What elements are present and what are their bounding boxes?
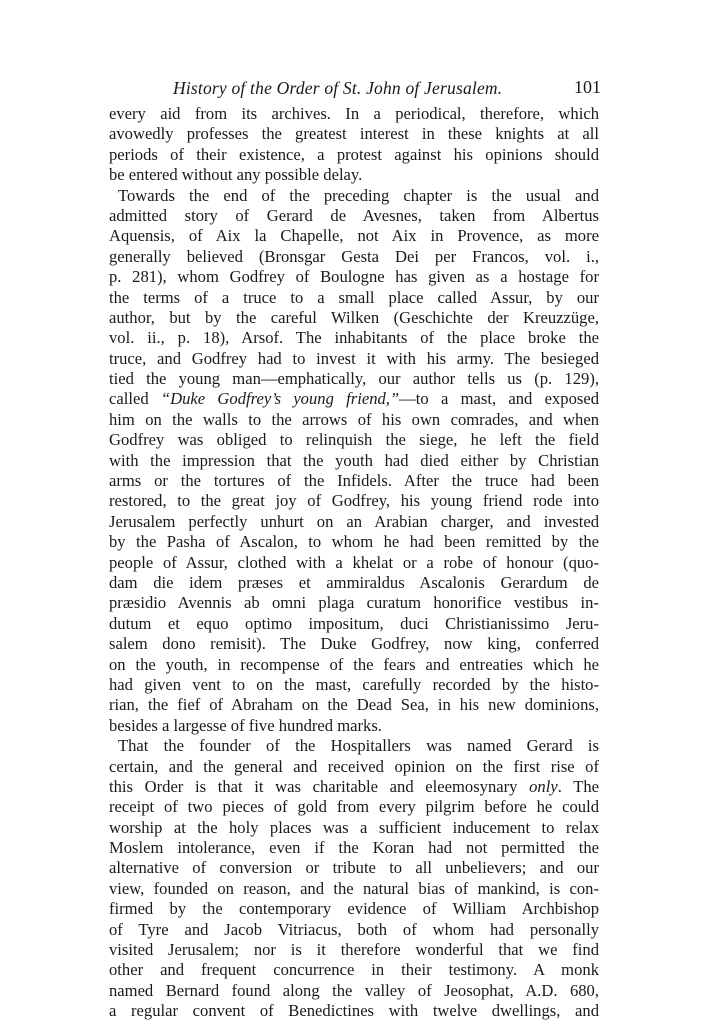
book-page: [109, 74, 599, 1022]
text-line: truce, and Godfrey had to invest it with his army. The besieged: [109, 348, 599, 368]
text-line: præsidio Avennis ab omni plaga curatum honorifice vestibus in-: [109, 593, 599, 613]
text-line: be entered without any possible delay.: [109, 165, 363, 185]
text-line: [109, 777, 599, 797]
text-line: restored, to the great joy of Godfrey, his young friend rode into: [109, 491, 599, 511]
italic-quote: “Duke Godfrey’s young friend,”: [160, 389, 400, 409]
text-line: vol. ii., p. 18), Arsof. The inhabitants of the place broke the: [109, 328, 599, 348]
text-line: with the impression that the youth had died either by Christian: [109, 450, 599, 470]
text-line: him on the walls to the arrows of his own comrades, and when: [109, 409, 599, 429]
text-line: alternative of conversion or tribute to all unbelievers; and our: [109, 858, 599, 878]
text-line: by the Pasha of Ascalon, to whom he had been remitted by the: [109, 532, 599, 552]
italic-emphasis: only: [529, 776, 558, 796]
text-line: periods of their existence, a protest against his opinions should: [109, 144, 599, 164]
page-number: 101: [574, 77, 601, 97]
body-text: [109, 104, 599, 1022]
text-line: receipt of two pieces of gold from every pilgrim before he could: [109, 797, 599, 817]
text-line: Jerusalem perfectly unhurt on an Arabian charger, and invested: [109, 511, 599, 531]
text-line: [109, 389, 599, 409]
text-line: people of Assur, clothed with a khelat or a robe of honour (quo-: [109, 552, 599, 572]
text-line: salem dono remisit). The Duke Godfrey, now king, conferred: [109, 634, 599, 654]
text-segment: —to a mast, and exposed: [399, 389, 599, 409]
text-segment: . The: [557, 776, 599, 796]
text-line: visited Jerusalem; nor is it therefore wonderful that we find: [109, 940, 599, 960]
text-line: view, founded on reason, and the natural bias of mankind, is con-: [109, 878, 599, 898]
text-line: That the founder of the Hospitallers was named Gerard is: [118, 736, 599, 756]
text-line: dam die idem præses et ammiraldus Ascalonis Gerardum de: [109, 572, 599, 592]
text-line: named Bernard found along the valley of Jeosophat, A.D. 680,: [109, 980, 599, 1000]
text-line: of Tyre and Jacob Vitriacus, both of whom had personally: [109, 919, 599, 939]
text-line: had given vent to on the mast, carefully recorded by the histo-: [109, 674, 599, 694]
text-line: author, but by the careful Wilken (Geschichte der Kreuzzüge,: [109, 307, 599, 327]
text-line: every aid from its archives. In a periodical, therefore, which: [109, 104, 599, 123]
text-line: certain, and the general and received opinion on the first rise of: [109, 756, 599, 776]
text-line: generally believed (Bronsgar Gesta Dei per Francos, vol. i.,: [109, 246, 599, 266]
text-segment: this Order is that it was charitable and eleemosynary: [109, 776, 530, 796]
text-segment: called: [109, 389, 161, 409]
text-line: firmed by the contemporary evidence of William Archbishop: [109, 899, 599, 919]
text-line: Godfrey was obliged to relinquish the siege, he left the field: [109, 430, 599, 450]
text-line: tied the young man—emphatically, our author tells us (p. 129),: [109, 369, 599, 389]
text-line: arms or the tortures of the Infidels. After the truce had been: [109, 471, 599, 491]
text-line: on the youth, in recompense of the fears and entreaties which he: [109, 654, 599, 674]
text-line: admitted story of Gerard de Avesnes, taken from Albertus: [109, 205, 599, 225]
page-header: [109, 74, 599, 104]
text-line: Towards the end of the preceding chapter is the usual and: [118, 185, 599, 205]
text-line: worship at the holy places was a sufficient inducement to relax: [109, 817, 599, 837]
text-line: rian, the fief of Abraham on the Dead Sea, in his new dominions,: [109, 695, 599, 715]
text-line: a regular convent of Benedictines with twelve dwellings, and: [109, 1001, 599, 1021]
text-line: the terms of a truce to a small place called Assur, by our: [109, 287, 599, 307]
text-line: other and frequent concurrence in their testimony. A monk: [109, 960, 599, 980]
running-title: History of the Order of St. John of Jerusalem.: [173, 78, 503, 98]
text-line: Moslem intolerance, even if the Koran had not permitted the: [109, 838, 599, 858]
text-line: p. 281), whom Godfrey of Boulogne has given as a hostage for: [109, 267, 599, 287]
text-line: dutum et equo optimo impositum, duci Christianissimo Jeru-: [109, 613, 599, 633]
text-line: besides a largesse of five hundred marks.: [109, 715, 382, 735]
text-line: Aquensis, of Aix la Chapelle, not Aix in Provence, as more: [109, 226, 599, 246]
text-line: avowedly professes the greatest interest in these knights at all: [109, 124, 599, 144]
